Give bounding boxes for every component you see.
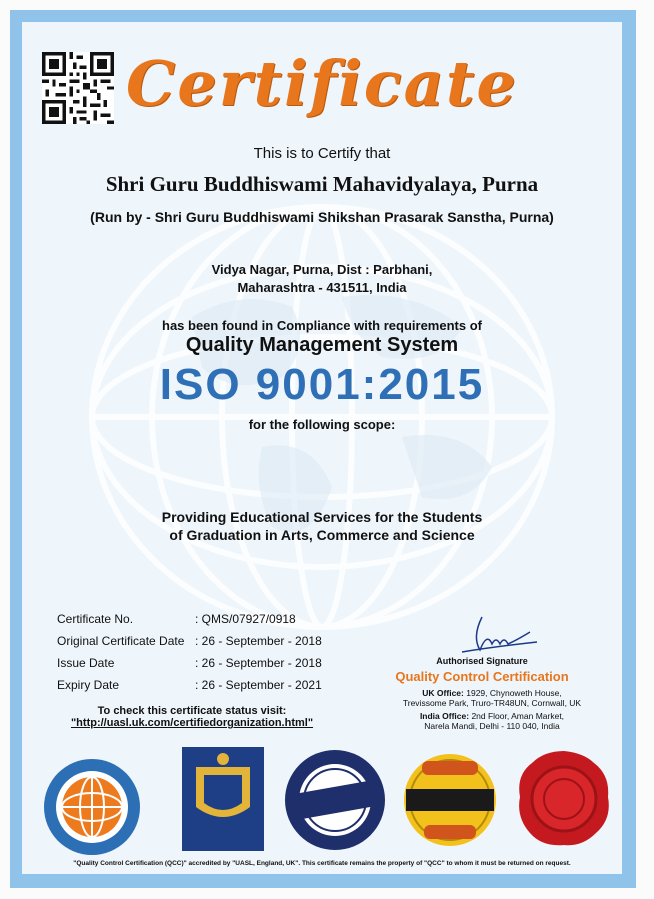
qcc-globe-logo bbox=[37, 757, 147, 857]
accreditation-logos bbox=[32, 747, 612, 857]
organization-name: Shri Guru Buddhiswami Mahavidyalaya, Purna bbox=[105, 172, 539, 196]
uk-office bbox=[387, 688, 597, 708]
detail-label: Original Certificate Date bbox=[57, 634, 185, 648]
detail-value: : 26 - September - 2021 bbox=[195, 678, 322, 692]
signature-image bbox=[432, 612, 552, 662]
iso-standard: ISO 9001:2015 bbox=[159, 360, 485, 409]
india-office bbox=[387, 711, 597, 731]
red-wax-seal-logo bbox=[514, 747, 614, 851]
certificate-body bbox=[22, 22, 622, 874]
detail-value: : 26 - September - 2018 bbox=[195, 634, 322, 648]
status-check-text: To check this certificate status visit: bbox=[97, 705, 287, 717]
uasl-crest-logo bbox=[182, 747, 264, 851]
address-line-2: Maharashtra - 431511, India bbox=[237, 280, 407, 295]
organization-run-by: (Run by - Shri Guru Buddhiswami Shikshan Prasarak Sanstha, Purna) bbox=[90, 209, 554, 225]
footer-note: "Quality Control Certification (QCC)" accredited by "UASL, England, UK". This certificate remains the property of "QCC" to whom it must be returned on request. bbox=[73, 860, 571, 867]
compliance-text: has been found in Compliance with requirements of bbox=[162, 318, 482, 333]
detail-label: Issue Date bbox=[57, 656, 115, 670]
status-check bbox=[57, 705, 327, 729]
address-line-1: Vidya Nagar, Purna, Dist : Parbhani, bbox=[211, 262, 433, 277]
certified-badge-logo bbox=[282, 747, 388, 853]
uk-office-line-1: 1929, Chynoweth House, bbox=[466, 688, 562, 698]
uk-office-line-2: Trevissome Park, Truro-TR48UN, Cornwall, UK bbox=[402, 698, 582, 708]
scope-line-2: of Graduation in Arts, Commerce and Science bbox=[169, 527, 475, 543]
certificate-frame bbox=[22, 22, 622, 874]
certificate-title: Certificate bbox=[126, 47, 518, 120]
certificate-details bbox=[57, 612, 322, 700]
india-office-label: India Office: bbox=[419, 711, 470, 721]
detail-row bbox=[57, 612, 322, 634]
detail-label: Certificate No. bbox=[57, 612, 134, 626]
detail-value: : QMS/07927/0918 bbox=[195, 612, 296, 626]
certify-intro: This is to Certify that bbox=[253, 145, 391, 162]
scope-line-1: Providing Educational Services for the Students bbox=[161, 509, 483, 525]
detail-label: Expiry Date bbox=[57, 678, 120, 692]
authorised-signature: Authorised Signature bbox=[436, 656, 528, 666]
india-office-line-1: 2nd Floor, Aman Market, bbox=[471, 711, 565, 721]
status-check-link[interactable]: "http://uasl.uk.com/certifiedorganization.html" bbox=[70, 717, 314, 729]
scope-intro: for the following scope: bbox=[248, 417, 396, 432]
india-office-line-2: Narela Mandi, Delhi - 110 040, India bbox=[424, 721, 560, 731]
iso-gold-seal-logo bbox=[402, 749, 498, 851]
detail-row bbox=[57, 678, 322, 700]
issuer-name: Quality Control Certification bbox=[395, 669, 569, 684]
detail-row bbox=[57, 634, 322, 656]
detail-row bbox=[57, 656, 322, 678]
detail-value: : 26 - September - 2018 bbox=[195, 656, 322, 670]
uk-office-label: UK Office: bbox=[422, 688, 464, 698]
system-name: Quality Management System bbox=[185, 334, 459, 356]
